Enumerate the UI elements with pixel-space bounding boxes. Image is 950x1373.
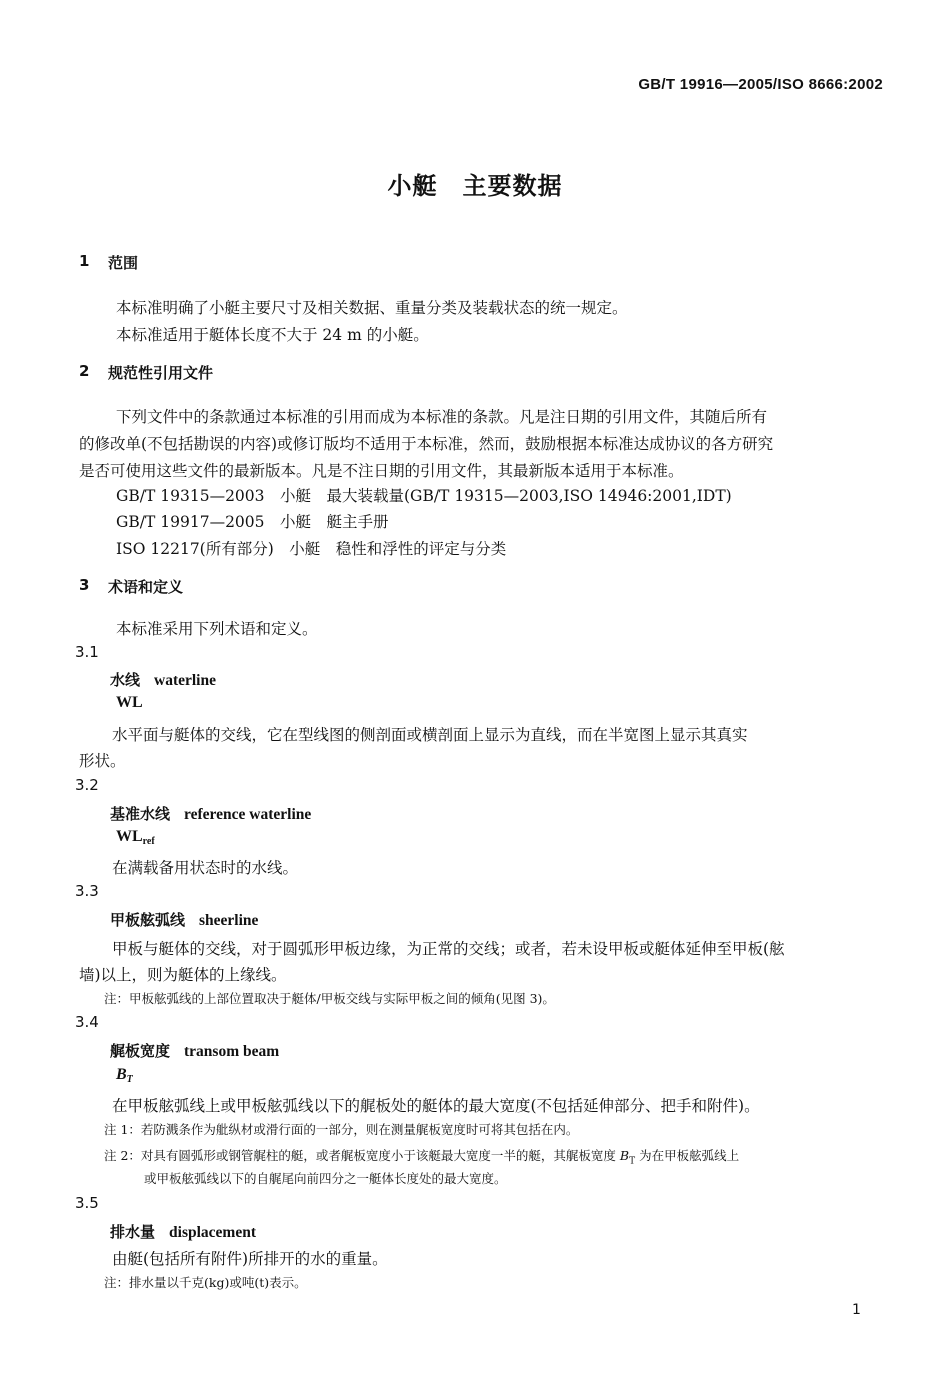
- term-note-2-line-1: 注 2：对具有圆弧形或钢管艉柱的艇，或者艉板宽度小于该艇最大宽度一半的艇，其艉板宽度 $B_T$ 为在甲板舷弧线上: [104, 1148, 740, 1167]
- section-heading-normative-references: 规范性引用文件: [108, 364, 214, 382]
- references-paragraph-line-3: 是否可使用这些文件的最新版本。凡是不注日期的引用文件，其最新版本适用于本标准。: [79, 462, 684, 480]
- term-heading-transom-beam: 艉板宽度 transom beam: [110, 1042, 280, 1060]
- term-number: 3.5: [75, 1194, 99, 1212]
- standard-code: GB/T 19916—2005/ISO 8666:2002: [638, 76, 883, 93]
- term-definition-line-2: 形状。: [79, 752, 126, 770]
- term-abbreviation: WL: [116, 694, 143, 711]
- term-number: 3.2: [75, 776, 99, 794]
- term-heading-waterline: 水线 waterline: [110, 671, 216, 689]
- section-heading-scope: 范围: [108, 254, 139, 272]
- term-definition-line-1: 在满载备用状态时的水线。: [112, 859, 299, 877]
- references-paragraph-line-2: 的修改单(不包括勘误的内容)或修订版均不适用于本标准，然而，鼓励根据本标准达成协议的各方研究: [79, 435, 774, 453]
- reference-item: ISO 12217(所有部分) 小艇 稳性和浮性的评定与分类: [116, 540, 507, 558]
- page-title: 小艇 主要数据: [387, 172, 563, 200]
- term-note: 注：甲板舷弧线的上部位置取决于艇体/甲板交线与实际甲板之间的倾角(见图 3)。: [104, 991, 555, 1006]
- scope-paragraph-1: 本标准明确了小艇主要尺寸及相关数据、重量分类及装载状态的统一规定。: [116, 299, 628, 317]
- section-number-1: 1: [79, 252, 90, 270]
- term-definition-line-1: 在甲板舷弧线上或甲板舷弧线以下的艉板处的艇体的最大宽度(不包括延伸部分、把手和附件)。: [112, 1097, 760, 1115]
- term-definition-line-1: 由艇(包括所有附件)所排开的水的重量。: [112, 1250, 388, 1268]
- reference-item: GB/T 19917—2005 小艇 艇主手册: [116, 513, 389, 531]
- term-heading-displacement: 排水量 displacement: [110, 1223, 256, 1241]
- section-number-2: 2: [79, 362, 90, 380]
- section-heading-terms-and-definitions: 术语和定义: [108, 578, 184, 596]
- term-note-2-line-2: 或甲板舷弧线以下的自艉尾向前四分之一艇体长度处的最大宽度。: [144, 1171, 507, 1186]
- term-number: 3.1: [75, 643, 99, 661]
- term-definition-line-2: 墙)以上，则为艇体的上缘线。: [79, 966, 287, 984]
- term-definition-line-1: 水平面与艇体的交线，它在型线图的侧剖面或横剖面上显示为直线，而在半宽图上显示其真实: [112, 726, 748, 744]
- page-number: 1: [852, 1302, 861, 1318]
- scope-paragraph-2: 本标准适用于艇体长度不大于 24 m 的小艇。: [116, 326, 429, 344]
- term-number: 3.3: [75, 882, 99, 900]
- terms-intro: 本标准采用下列术语和定义。: [116, 620, 318, 638]
- term-definition-line-1: 甲板与艇体的交线，对于圆弧形甲板边缘，为正常的交线；或者，若未设甲板或艇体延伸至甲板(舷: [112, 940, 785, 958]
- reference-item: GB/T 19315—2003 小艇 最大装载量(GB/T 19315—2003,ISO 14946:2001,IDT): [116, 487, 732, 505]
- term-abbreviation: $WL_{ref}$: [116, 828, 155, 847]
- term-note-1: 注 1：若防溅条作为舭纵材或滑行面的一部分，则在测量艉板宽度时可将其包括在内。: [104, 1122, 579, 1137]
- term-symbol: $B_T$: [116, 1066, 133, 1085]
- term-note: 注：排水量以千克(kg)或吨(t)表示。: [104, 1275, 307, 1290]
- term-heading-sheerline: 甲板舷弧线 sheerline: [110, 911, 259, 929]
- references-paragraph-line-1: 下列文件中的条款通过本标准的引用而成为本标准的条款。凡是注日期的引用文件，其随后所有: [116, 408, 768, 426]
- term-number: 3.4: [75, 1013, 99, 1031]
- term-heading-reference-waterline: 基准水线 reference waterline: [110, 805, 312, 823]
- section-number-3: 3: [79, 576, 90, 594]
